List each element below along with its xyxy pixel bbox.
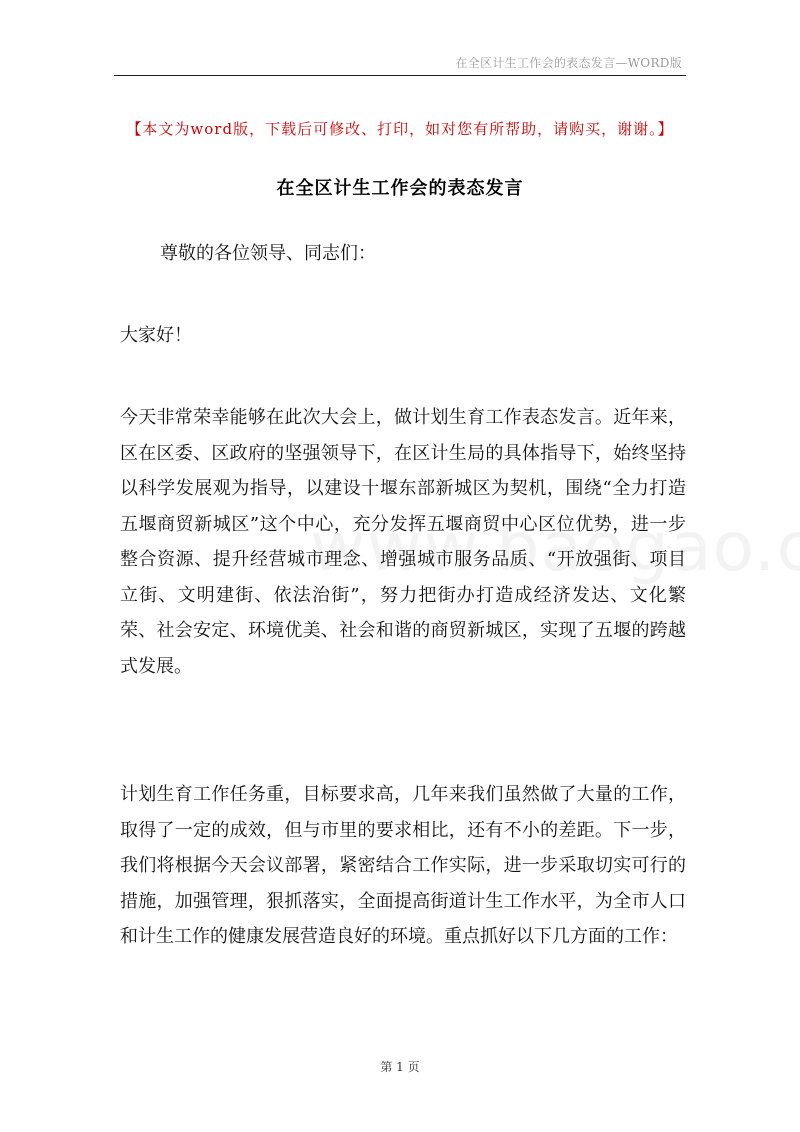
greeting-line: 尊敬的各位领导、同志们： xyxy=(160,243,376,264)
header-divider xyxy=(114,75,686,76)
page-number: 第 1 页 xyxy=(380,1060,420,1074)
body-paragraph-1: 今天非常荣幸能够在此次大会上，做计划生育工作表态发言。近年来，区在区委、区政府的坚强领导下，在区计生局的具体指导下，始终坚持以科学发展观为指导，以建设十堰东部新城区为契机，围绕“全力打造五堰商贸新城区”这个中心，充分发挥五堰商贸中心区位优势，进一步整合资源、提升经营城市理念、增强城市服务品质、“开放强街、项目立街、文明建街、依法治街”，努力把街办打造成经济发达、文化繁荣、社会安定、环境优美、社会和谐的商贸新城区，实现了五堰的跨越式发展。 xyxy=(120,407,686,677)
hello-line: 大家好！ xyxy=(120,325,192,346)
page-header-label: 在全区计生工作会的表态发言—WORD版 xyxy=(455,56,682,70)
document-title: 在全区计生工作会的表态发言 xyxy=(276,178,524,199)
body-paragraph-2: 计划生育工作任务重，目标要求高，几年来我们虽然做了大量的工作，取得了一定的成效，但与市里的要求相比，还有不小的差距。下一步，我们将根据今天会议部署，紧密结合工作实际，进一步采取切实可行的措施，加强管理，狠抓落实，全面提高街道计生工作水平，为全市人口和计生工作的健康发展营造良好的环境。重点抓好以下几方面的工作： xyxy=(120,784,686,947)
purchase-notice: 【本文为word版，下载后可修改、打印，如对您有所帮助，请购买，谢谢。】 xyxy=(126,120,674,138)
